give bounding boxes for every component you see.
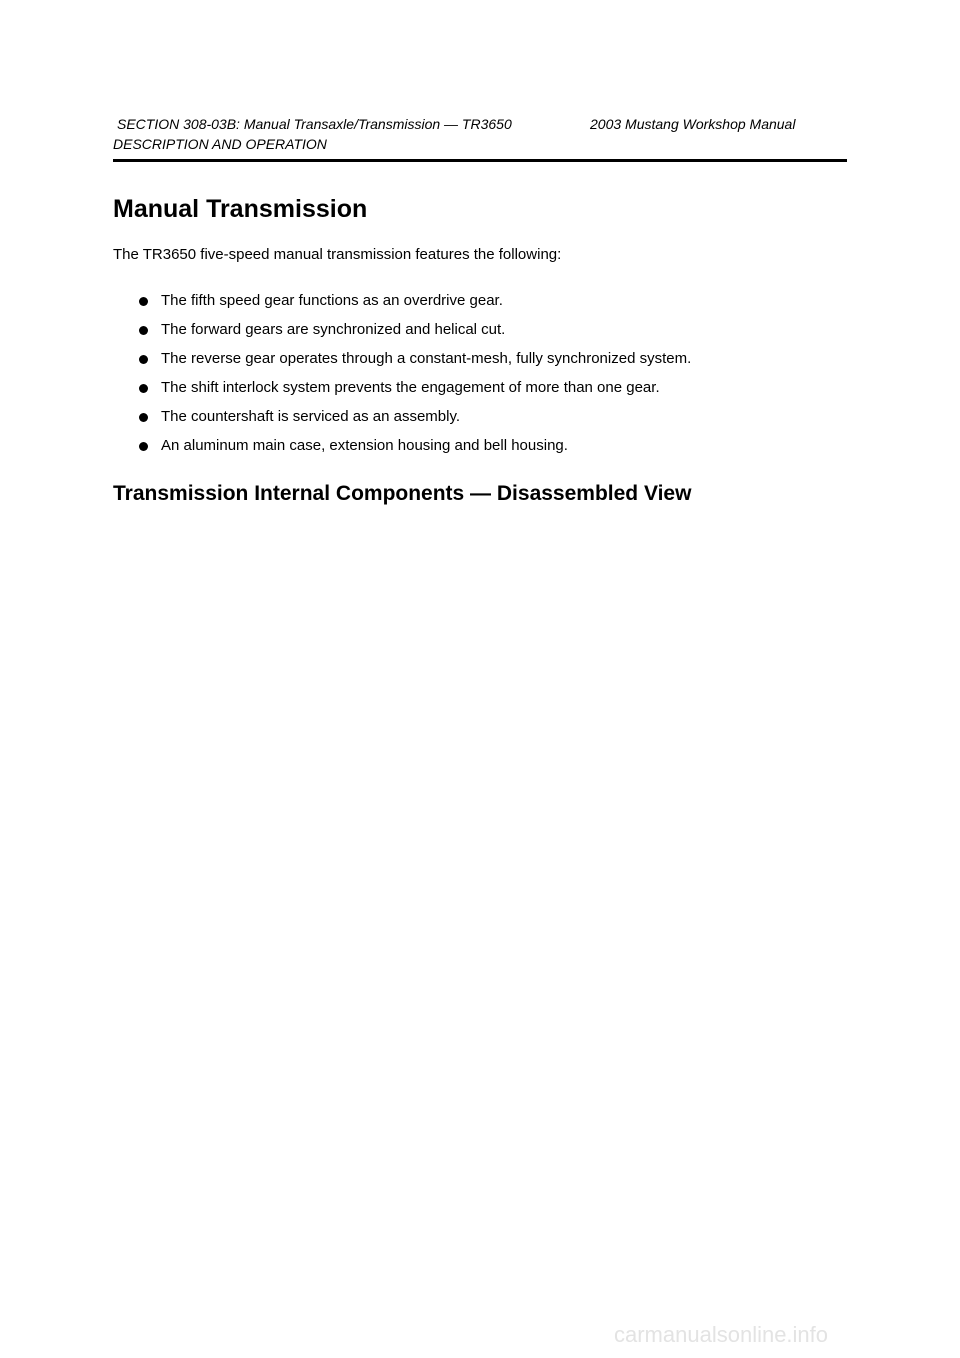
bullet-icon [139,326,148,335]
bullet-icon [139,355,148,364]
feature-text: The forward gears are synchronized and helical cut. [161,321,506,338]
feature-text: An aluminum main case, extension housing and bell housing. [161,437,568,454]
page-title: Manual Transmission [113,195,368,223]
feature-text: The shift interlock system prevents the engagement of more than one gear. [161,379,660,396]
header-section-title: SECTION 308-03B: Manual Transaxle/Transmission — TR3650 [117,116,512,132]
page-header [113,114,847,152]
section-subtitle: Transmission Internal Components — Disassembled View [113,482,692,505]
watermark-text: carmanualsonline.info [614,1322,829,1347]
bullet-icon [139,384,148,393]
feature-text: The countershaft is serviced as an assembly. [161,408,461,425]
bullet-icon [139,413,148,422]
bullet-icon [139,442,148,451]
feature-text: The reverse gear operates through a constant-mesh, fully synchronized system. [161,350,692,367]
header-divider [113,159,847,162]
bullet-icon [139,297,148,306]
header-row [113,114,847,134]
feature-text: The fifth speed gear functions as an overdrive gear. [161,292,503,309]
intro-paragraph: The TR3650 five-speed manual transmission features the following: [113,246,562,263]
header-manual-title: 2003 Mustang Workshop Manual [590,116,796,132]
header-subsection: DESCRIPTION AND OPERATION [113,136,327,152]
